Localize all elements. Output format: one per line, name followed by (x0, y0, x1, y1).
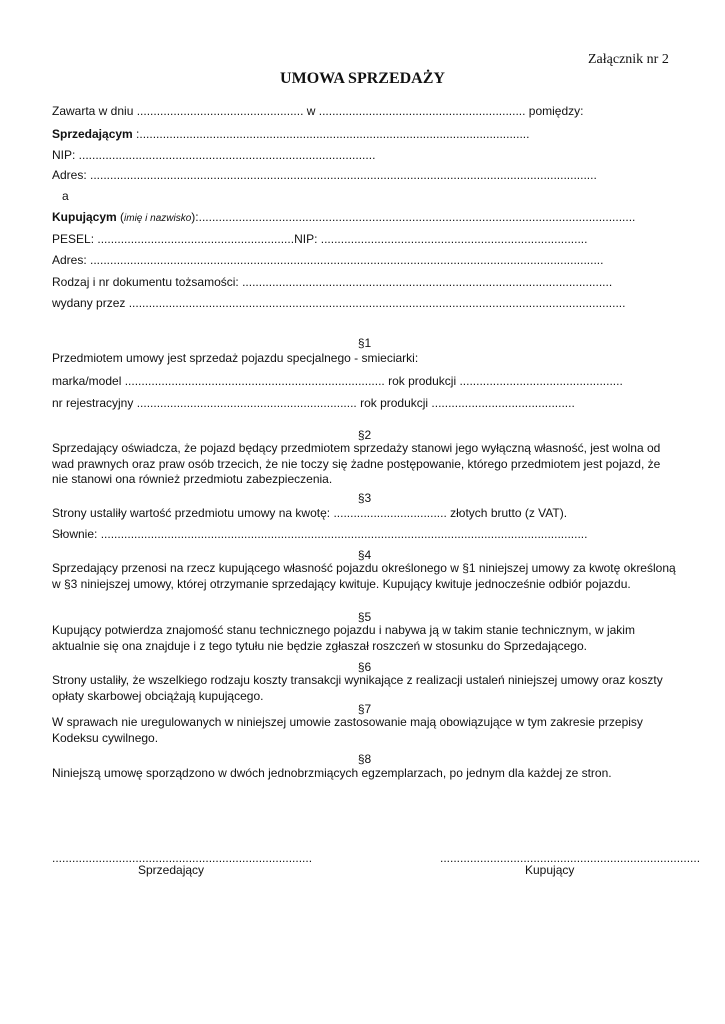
seller-label: Sprzedającym (52, 127, 133, 141)
seller-signature-label: Sprzedający (138, 863, 205, 877)
section-6-text: Strony ustaliły, że wszelkiego rodzaju koszty transakcji wynikające z realizacji ustaleń niniejszej umowy oraz koszty opłaty skarbowej obciążają kupującego. (52, 673, 663, 703)
buyer-hint: imię i nazwisko (124, 213, 192, 224)
section-5-heading: §5 (357, 610, 372, 624)
buyer-hint-open: ( (116, 210, 125, 224)
section-7-text: W sprawach nie uregulowanych w niniejszej umowie zastosowanie mają obowiązujące w tym zakresie przepisy Kodeksu cywilnego. (52, 715, 643, 745)
section-3-heading: §3 (357, 491, 372, 505)
seller-line (52, 127, 529, 141)
buyer-dots: ):................................................................................................................................... (191, 210, 636, 224)
section-8-text: Niniejszą umowę sporządzono w dwóch jednobrzmiących egzemplarzach, po jednym dla każdej ze stron. (52, 766, 612, 780)
section-3-text: Strony ustaliły wartość przedmiotu umowy na kwotę: .................................. złotych brutto (z VAT). (52, 506, 568, 520)
section-4-heading: §4 (357, 548, 372, 562)
section-2-text: Sprzedający oświadcza, że pojazd będący przedmiotem sprzedaży stanowi jego wyłączną własność, jest wolna od wad prawnych oraz praw osób trzecich, że nie toczy się żadne postępowanie, którego przedmiotem jest pojazd, że nie stanowi ona również przedmiotu zabezpieczenia. (52, 441, 661, 486)
section-2-heading: §2 (357, 428, 372, 442)
buyer-signature-line: .............................................................................. (440, 851, 701, 865)
and-word: a (62, 189, 69, 203)
attachment-label: Załącznik nr 2 (588, 52, 669, 67)
buyer-signature-label: Kupujący (525, 863, 575, 877)
seller-signature-line: .............................................................................. (52, 851, 313, 865)
section-1-registration-line: nr rejestracyjny .................................................................. rok produkcji ........................................... (52, 396, 575, 410)
contract-date-line: Zawarta w dniu .................................................. w .............................................................. pomiędzy: (52, 104, 584, 118)
seller-dots: :..................................................................................................................... (132, 127, 530, 141)
buyer-address-line: Adres: .......................................................................................................................................................... (52, 253, 604, 267)
issued-by-line: wydany przez ..................................................................................................................................................... (52, 296, 626, 310)
section-8-heading: §8 (357, 752, 372, 766)
section-1-heading: §1 (357, 336, 372, 350)
section-1-text: Przedmiotem umowy jest sprzedaż pojazdu specjalnego - smieciarki: (52, 351, 419, 365)
document-title: UMOWA SPRZEDAŻY (280, 70, 445, 87)
buyer-line (52, 210, 635, 226)
id-document-line: Rodzaj i nr dokumentu tożsamości: ............................................................................................................... (52, 275, 613, 289)
pesel-nip-line: PESEL: ...........................................................NIP: ................................................................................ (52, 232, 588, 246)
section-7-heading: §7 (357, 702, 372, 716)
section-1-model-line: marka/model .............................................................................. rok produkcji ................................................. (52, 374, 623, 388)
section-6-heading: §6 (357, 660, 372, 674)
buyer-label: Kupującym (52, 210, 117, 224)
nip-line: NIP: ......................................................................................... (52, 148, 376, 162)
section-4-text: Sprzedający przenosi na rzecz kupującego własność pojazdu określonego w §1 niniejszej umowy za kwotę określoną w §3 niniejszej umowy, której otrzymanie sprzedający kwituje. Kupujący kwituje jednocześnie odbiór pojazdu. (52, 561, 676, 591)
seller-address-line: Adres: ........................................................................................................................................................ (52, 168, 597, 182)
section-5-text: Kupujący potwierdza znajomość stanu technicznego pojazdu i nabywa ją w takim stanie technicznym, w jakim aktualnie się ona znajduje i z tego tytułu nie będzie zgłaszał roszczeń w stosunku do Sprzedającego. (52, 623, 635, 653)
section-3-words-line: Słownie: .................................................................................................................................................. (52, 527, 588, 541)
